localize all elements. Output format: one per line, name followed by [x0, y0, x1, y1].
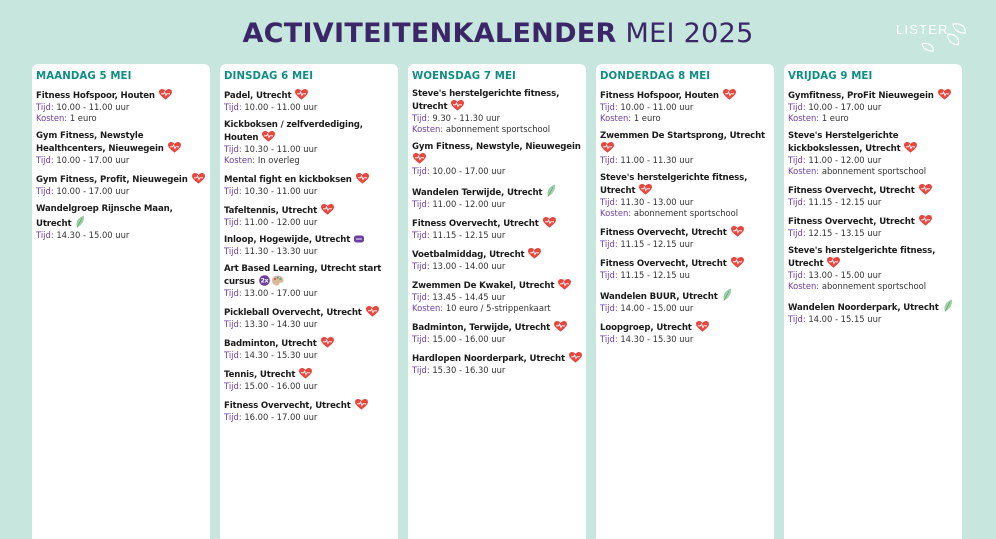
leaf-icon: [722, 288, 732, 301]
event-title: [412, 321, 582, 334]
event-title: [224, 306, 394, 319]
event-title-text: Zwemmen De Kwakel, Utrecht: [412, 281, 555, 291]
event-title-text: Pickleball Overvecht, Utrecht: [224, 308, 362, 318]
heart-icon: [528, 248, 541, 259]
time-value: 15.30 - 16.30 uur: [432, 365, 506, 375]
heart-icon: [731, 257, 744, 268]
event-time: [224, 350, 394, 361]
time-label: Tijd:: [224, 246, 242, 256]
heart-icon: [919, 215, 932, 226]
event-item: [412, 352, 582, 376]
time-label: Tijd:: [224, 186, 242, 196]
time-value: 15.00 - 16.00 uur: [244, 381, 318, 391]
event-cost: [36, 113, 206, 124]
time-value: 11.15 - 12.15 uur: [432, 230, 506, 240]
event-cost: [600, 113, 770, 124]
event-title-text: Wandelgroep Rijnsche Maan, Utrecht: [36, 204, 173, 229]
event-time: [224, 102, 394, 113]
cost-label: Kosten:: [600, 113, 632, 123]
time-label: Tijd:: [224, 350, 242, 360]
event-item: [36, 204, 206, 241]
event-title: [36, 204, 206, 230]
heart-icon: [569, 352, 582, 363]
event-title: [224, 399, 394, 412]
event-title-text: Steve's Herstelgerichte kickbokslessen, Utrecht: [788, 131, 901, 154]
event-item: [224, 120, 394, 166]
event-item: [36, 131, 206, 166]
day-column: [408, 64, 586, 539]
event-title-text: Padel, Utrecht: [224, 91, 292, 101]
event-title-text: Fitness Hofspoor, Houten: [600, 91, 719, 101]
event-title-text: Mental fight en kickboksen: [224, 175, 352, 185]
time-label: Tijd:: [600, 239, 618, 249]
event-time: [600, 303, 770, 314]
event-time: [412, 230, 582, 241]
event-title-text: Badminton, Terwijde, Utrecht: [412, 323, 551, 333]
day-column: [220, 64, 398, 539]
event-title: [224, 337, 394, 350]
time-label: Tijd:: [412, 365, 430, 375]
event-item: [224, 204, 394, 228]
event-time: [36, 155, 206, 166]
event-title-text: Wandelen Noorderpark, Utrecht: [788, 303, 939, 313]
event-item: [600, 321, 770, 345]
leaf-icon: [943, 299, 953, 312]
cost-value: 10 euro / 5-strippenkaart: [445, 303, 551, 313]
time-label: Tijd:: [36, 155, 54, 165]
event-time: [412, 261, 582, 272]
time-label: Tijd:: [788, 102, 806, 112]
event-title-text: Hardlopen Noorderpark, Utrecht: [412, 354, 565, 364]
event-item: [224, 235, 394, 257]
time-label: Tijd:: [788, 155, 806, 165]
event-title: [788, 131, 958, 155]
event-time: [788, 197, 958, 208]
time-label: Tijd:: [224, 144, 242, 154]
time-value: 14.30 - 15.30 uur: [244, 350, 318, 360]
event-title-text: Fitness Hofspoor, Houten: [36, 91, 155, 101]
time-label: Tijd:: [36, 102, 54, 112]
time-label: Tijd:: [224, 412, 242, 422]
cost-label: Kosten:: [36, 113, 68, 123]
svg-text:2x: 2x: [260, 277, 269, 285]
event-item: [412, 184, 582, 210]
time-label: Tijd:: [224, 288, 242, 298]
event-title: [224, 264, 394, 288]
event-title-text: Zwemmen De Startsprong, Utrecht: [600, 131, 766, 141]
time-value: 11.00 - 12.00 uur: [808, 155, 882, 165]
heart-icon: [321, 337, 334, 348]
day-column: [596, 64, 774, 539]
time-value: 10.00 - 17.00 uur: [808, 102, 882, 112]
time-value: 11.15 - 12.15 uur: [808, 197, 882, 207]
time-value: 11.00 - 12.00 uur: [244, 217, 318, 227]
time-label: Tijd:: [600, 303, 618, 313]
event-item: [600, 131, 770, 166]
event-title: [412, 279, 582, 292]
heart-icon: [451, 100, 464, 111]
event-item: [412, 279, 582, 314]
event-cost: [788, 113, 958, 124]
day-heading: WOENSDAG 7 MEI: [412, 71, 516, 82]
leaf-logo-icon: [896, 20, 970, 54]
event-cost: [788, 281, 958, 292]
event-title: [412, 89, 582, 113]
heart-icon: [413, 153, 426, 164]
time-label: Tijd:: [412, 292, 430, 302]
event-title: [224, 368, 394, 381]
event-item: [412, 248, 582, 272]
art-icon: [259, 275, 284, 286]
event-title: [224, 204, 394, 217]
event-time: [600, 155, 770, 166]
time-value: 14.00 - 15.15 uur: [808, 314, 882, 324]
cost-value: 1 euro: [69, 113, 97, 123]
cost-label: Kosten:: [412, 303, 444, 313]
cost-value: In overleg: [257, 155, 300, 165]
event-time: [788, 270, 958, 281]
time-value: 15.00 - 16.00 uur: [432, 334, 506, 344]
event-item: [600, 288, 770, 314]
event-title: [36, 131, 206, 155]
time-label: Tijd:: [788, 197, 806, 207]
cost-label: Kosten:: [412, 124, 444, 134]
page-title: [0, 18, 996, 49]
heart-icon: [295, 89, 308, 100]
event-title-text: Steve's herstelgerichte fitness, Utrecht: [788, 246, 936, 269]
event-title-text: Badminton, Utrecht: [224, 339, 317, 349]
event-item: [788, 215, 958, 239]
event-title: [600, 226, 770, 239]
time-value: 11.15 - 12.15 uur: [620, 239, 694, 249]
time-label: Tijd:: [412, 166, 430, 176]
day-heading: DONDERDAG 8 MEI: [600, 71, 711, 82]
cost-value: abonnement sportschool: [445, 124, 551, 134]
cost-value: 1 euro: [633, 113, 661, 123]
heart-icon: [938, 89, 951, 100]
heart-icon: [827, 257, 840, 268]
event-title-text: Fitness Overvecht, Utrecht: [600, 259, 727, 269]
page-title-month: MEI 2025: [625, 18, 754, 49]
heart-icon: [558, 279, 571, 290]
chat-icon: [354, 235, 364, 244]
event-item: [600, 89, 770, 124]
time-value: 10.30 - 11.00 uur: [244, 186, 318, 196]
event-title: [224, 235, 394, 246]
event-title-text: Tafeltennis, Utrecht: [224, 206, 318, 216]
event-time: [788, 314, 958, 325]
event-time: [600, 239, 770, 250]
time-value: 16.00 - 17.00 uur: [244, 412, 318, 422]
event-cost: [412, 303, 582, 314]
event-item: [224, 89, 394, 113]
event-time: [224, 144, 394, 155]
time-label: Tijd:: [36, 186, 54, 196]
time-value: 10.00 - 11.00 uur: [244, 102, 318, 112]
event-time: [36, 186, 206, 197]
time-label: Tijd:: [600, 102, 618, 112]
time-value: 10.00 - 17.00 uur: [56, 186, 130, 196]
leaf-icon: [546, 184, 556, 197]
heart-icon: [366, 306, 379, 317]
day-heading: DINSDAG 6 MEI: [224, 71, 314, 82]
event-item: [224, 337, 394, 361]
event-time: [412, 166, 582, 177]
event-time: [224, 288, 394, 299]
time-value: 13.00 - 17.00 uur: [244, 288, 318, 298]
event-title: [600, 89, 770, 102]
event-item: [36, 89, 206, 124]
event-title-text: Inloop, Hogewijde, Utrecht: [224, 235, 351, 245]
time-label: Tijd:: [600, 155, 618, 165]
event-title-text: Gym Fitness, Newstyle Healthcenters, Nieuwegein: [36, 131, 164, 154]
time-label: Tijd:: [788, 314, 806, 324]
event-item: [224, 399, 394, 423]
event-item: [788, 299, 958, 325]
event-item: [600, 173, 770, 219]
event-time: [788, 102, 958, 113]
event-item: [224, 264, 394, 299]
cost-value: abonnement sportschool: [821, 281, 927, 291]
event-title: [600, 321, 770, 334]
event-item: [788, 89, 958, 124]
time-label: Tijd:: [224, 381, 242, 391]
event-item: [412, 217, 582, 241]
time-label: Tijd:: [224, 319, 242, 329]
event-time: [412, 199, 582, 210]
leaf-icon: [75, 215, 85, 228]
event-time: [412, 113, 582, 124]
day-heading: MAANDAG 5 MEI: [36, 71, 132, 82]
cost-label: Kosten:: [788, 113, 820, 123]
event-time: [600, 102, 770, 113]
heart-icon: [543, 217, 556, 228]
event-cost: [600, 208, 770, 219]
event-title-text: Loopgroep, Utrecht: [600, 323, 692, 333]
event-item: [600, 226, 770, 250]
event-time: [600, 197, 770, 208]
event-title-text: Gymfitness, ProFit Nieuwegein: [788, 91, 934, 101]
page-title-main: ACTIVITEITENKALENDER: [242, 18, 617, 49]
event-title: [600, 288, 770, 303]
lister-logo: [896, 20, 970, 54]
time-value: 14.00 - 15.00 uur: [620, 303, 694, 313]
event-title: [600, 131, 770, 155]
event-time: [788, 228, 958, 239]
time-label: Tijd:: [412, 199, 430, 209]
event-time: [224, 186, 394, 197]
heart-icon: [554, 321, 567, 332]
event-time: [412, 292, 582, 303]
event-item: [412, 321, 582, 345]
event-title: [36, 173, 206, 186]
event-title-text: Kickboksen / zelfverdediging, Houten: [224, 120, 363, 143]
heart-icon: [723, 89, 736, 100]
event-time: [224, 217, 394, 228]
event-time: [788, 155, 958, 166]
heart-icon: [601, 142, 614, 153]
event-item: [788, 184, 958, 208]
event-title: [788, 215, 958, 228]
event-time: [36, 102, 206, 113]
event-item: [412, 142, 582, 177]
time-label: Tijd:: [412, 334, 430, 344]
event-title-text: Wandelen Terwijde, Utrecht: [412, 188, 543, 198]
heart-icon: [355, 399, 368, 410]
event-title-text: Fitness Overvecht, Utrecht: [788, 217, 915, 227]
day-heading: VRIJDAG 9 MEI: [788, 71, 873, 82]
time-label: Tijd:: [600, 270, 618, 280]
time-value: 10.00 - 17.00 uur: [56, 155, 130, 165]
event-cost: [788, 166, 958, 177]
time-value: 13.30 - 14.30 uur: [244, 319, 318, 329]
event-item: [36, 173, 206, 197]
event-title-text: Fitness Overvecht, Utrecht: [412, 219, 539, 229]
heart-icon: [639, 184, 652, 195]
event-item: [788, 131, 958, 177]
time-value: 9.30 - 11.30 uur: [432, 113, 501, 123]
time-value: 10.00 - 11.00 uur: [56, 102, 130, 112]
time-value: 13.45 - 14.45 uur: [432, 292, 506, 302]
cost-label: Kosten:: [224, 155, 256, 165]
time-value: 13.00 - 15.00 uur: [808, 270, 882, 280]
event-time: [224, 246, 394, 257]
time-value: 11.15 - 12.15 uu: [620, 270, 690, 280]
event-title: [788, 246, 958, 270]
heart-icon: [299, 368, 312, 379]
time-label: Tijd:: [412, 113, 430, 123]
event-time: [224, 412, 394, 423]
event-title-text: Fitness Overvecht, Utrecht: [600, 228, 727, 238]
event-title-text: Voetbalmiddag, Utrecht: [412, 250, 525, 260]
event-title: [600, 173, 770, 197]
event-title-text: Wandelen BUUR, Utrecht: [600, 292, 718, 302]
event-title: [788, 299, 958, 314]
event-item: [224, 306, 394, 330]
event-item: [412, 89, 582, 135]
event-title-text: Tennis, Utrecht: [224, 370, 296, 380]
time-value: 14.30 - 15.00 uur: [56, 230, 130, 240]
event-cost: [412, 124, 582, 135]
event-time: [412, 365, 582, 376]
heart-icon: [356, 173, 369, 184]
event-time: [36, 230, 206, 241]
cost-label: Kosten:: [788, 281, 820, 291]
event-title: [412, 184, 582, 199]
calendar-columns: [32, 64, 968, 539]
heart-icon: [919, 184, 932, 195]
event-title: [412, 248, 582, 261]
time-value: 14.30 - 15.30 uur: [620, 334, 694, 344]
event-item: [224, 173, 394, 197]
event-title: [224, 120, 394, 144]
time-label: Tijd:: [224, 217, 242, 227]
time-value: 11.30 - 13.00 uur: [620, 197, 694, 207]
heart-icon: [168, 142, 181, 153]
event-title: [788, 89, 958, 102]
event-title: [224, 173, 394, 186]
time-value: 13.00 - 14.00 uur: [432, 261, 506, 271]
event-title: [600, 257, 770, 270]
heart-icon: [192, 173, 205, 184]
event-title-text: Gym Fitness, Profit, Nieuwegein: [36, 175, 188, 185]
event-item: [788, 246, 958, 292]
event-cost: [224, 155, 394, 166]
heart-icon: [159, 89, 172, 100]
event-title: [36, 89, 206, 102]
event-title-text: Fitness Overvecht, Utrecht: [788, 186, 915, 196]
time-value: 11.00 - 11.30 uur: [620, 155, 694, 165]
event-title: [788, 184, 958, 197]
heart-icon: [321, 204, 334, 215]
cost-label: Kosten:: [788, 166, 820, 176]
event-time: [224, 381, 394, 392]
event-title-text: Gym Fitness, Newstyle, Nieuwegein: [412, 142, 581, 152]
time-value: 11.30 - 13.30 uur: [244, 246, 318, 256]
heart-icon: [696, 321, 709, 332]
event-title-text: Fitness Overvecht, Utrecht: [224, 401, 351, 411]
time-value: 11.00 - 12.00 uur: [432, 199, 506, 209]
event-title-text: Art Based Learning, Utrecht start cursus: [224, 264, 382, 287]
time-label: Tijd:: [600, 334, 618, 344]
event-time: [412, 334, 582, 345]
time-value: 10.00 - 17.00 uur: [432, 166, 506, 176]
time-label: Tijd:: [412, 261, 430, 271]
time-label: Tijd:: [788, 270, 806, 280]
cost-value: 1 euro: [821, 113, 849, 123]
heart-icon: [262, 131, 275, 142]
event-time: [600, 270, 770, 281]
event-time: [224, 319, 394, 330]
time-label: Tijd:: [36, 230, 54, 240]
event-time: [600, 334, 770, 345]
event-title: [412, 352, 582, 365]
heart-icon: [904, 142, 917, 153]
event-title: [412, 142, 582, 166]
event-item: [600, 257, 770, 281]
time-label: Tijd:: [412, 230, 430, 240]
time-label: Tijd:: [600, 197, 618, 207]
day-column: [784, 64, 962, 539]
time-label: Tijd:: [788, 228, 806, 238]
event-title: [224, 89, 394, 102]
event-title-text: Steve's herstelgerichte fitness, Utrecht: [600, 173, 748, 196]
time-value: 12.15 - 13.15 uur: [808, 228, 882, 238]
cost-label: Kosten:: [600, 208, 632, 218]
event-title-text: Steve's herstelgerichte fitness, Utrecht: [412, 89, 560, 112]
cost-value: abonnement sportschool: [821, 166, 927, 176]
event-item: [224, 368, 394, 392]
time-value: 10.30 - 11.00 uur: [244, 144, 318, 154]
event-title: [412, 217, 582, 230]
logo-text: LISTER: [896, 22, 949, 37]
day-column: [32, 64, 210, 539]
time-label: Tijd:: [224, 102, 242, 112]
time-value: 10.00 - 11.00 uur: [620, 102, 694, 112]
cost-value: abonnement sportschool: [633, 208, 739, 218]
heart-icon: [731, 226, 744, 237]
